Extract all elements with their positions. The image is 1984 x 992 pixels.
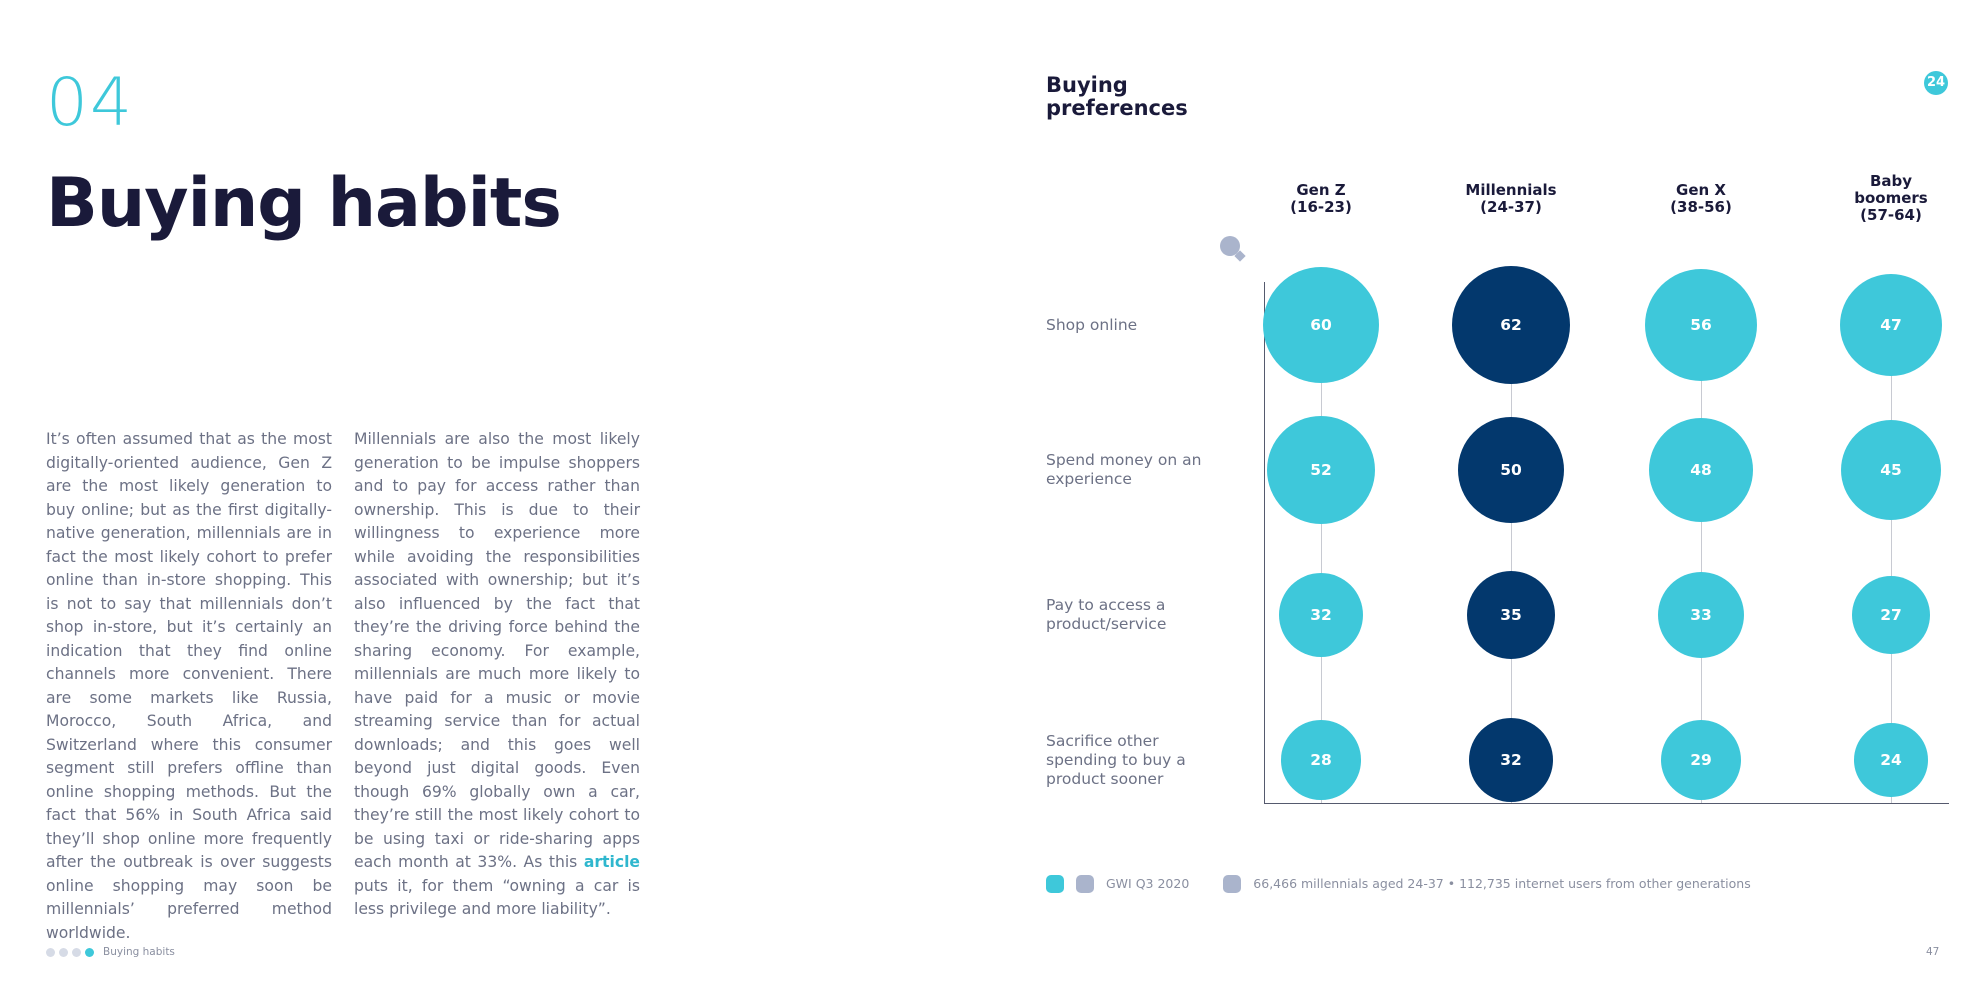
data-bubble xyxy=(1649,418,1753,522)
bubble-value: 27 xyxy=(1880,605,1902,624)
bubble-value: 45 xyxy=(1880,460,1902,479)
bubble-value: 56 xyxy=(1690,315,1712,334)
data-bubble xyxy=(1267,416,1375,524)
chart-footer xyxy=(1046,875,1751,893)
people-icon xyxy=(1223,875,1241,893)
data-bubble xyxy=(1281,720,1360,799)
column-header: Millennials (24-37) xyxy=(1465,181,1557,216)
y-axis xyxy=(1264,282,1265,804)
data-bubble xyxy=(1658,572,1744,658)
row-label: Sacrifice other spending to buy a product sooner xyxy=(1046,731,1186,788)
page-number: 47 xyxy=(1926,946,1940,958)
data-bubble xyxy=(1852,576,1930,654)
body-column-1: It’s often assumed that as the most digitally-oriented audience, Gen Z are the most likely generation to buy online; but as the first digitally-native generation, millennials are in fact the most likely cohort to prefer online than in-store shopping. This is not to say that millennials don’t shop in-store, but it’s certainly an indication that they find online channels more convenient. There are some markets like Russia, Morocco, South Africa, and Switzerland where this consumer segment still prefers offline than online shopping methods. But the fact that 56% in South Africa said they’ll shop online more frequently after the outbreak is over suggests online shopping may soon be millennials’ preferred method worldwide. xyxy=(46,430,332,942)
data-bubble xyxy=(1854,723,1927,796)
body-column-2 xyxy=(354,428,640,922)
column-header: Gen Z (16-23) xyxy=(1290,181,1352,216)
bubble-value: 29 xyxy=(1690,750,1712,769)
base-text: 66,466 millennials aged 24-37 • 112,735 internet users from other generations xyxy=(1253,876,1751,891)
progress-dot xyxy=(46,948,55,957)
row-label: Spend money on an experience xyxy=(1046,451,1202,488)
progress-dot xyxy=(59,948,68,957)
bubble-value: 52 xyxy=(1310,460,1332,479)
chart-title: Buying preferences xyxy=(1046,73,1188,120)
bubble-value: 35 xyxy=(1500,605,1522,624)
column-header: Baby boomers (57-64) xyxy=(1854,172,1928,224)
row-label: Pay to access a product/service xyxy=(1046,596,1167,633)
source-text: GWI Q3 2020 xyxy=(1106,876,1190,891)
bubble-value: 62 xyxy=(1500,316,1522,334)
x-axis xyxy=(1264,803,1949,804)
bubble-value: 32 xyxy=(1500,750,1522,769)
data-bubble xyxy=(1661,720,1742,801)
body-column-2-text-b: puts it, for them “owning a car is less privilege and more liability”. xyxy=(354,876,640,918)
body-column-2-text-a: Millennials are also the most likely generation to be impulse shoppers and to pay for access rather than ownership. This is due to their willingness to experience more while avoiding the responsibilities associated with ownership; but it’s also influenced by the fact that they’re the driving force behind the sharing economy. For example, millennials are much more likely to have paid for a music or movie streaming service than for actual downloads; and this goes well beyond just digital goods. Even though 69% globally own a car, they’re still the most likely cohort to be using taxi or ride-sharing apps each month at 33%. As this xyxy=(354,430,640,871)
column-header: Gen X (38-56) xyxy=(1670,181,1732,216)
footer-section-label: Buying habits xyxy=(103,946,175,958)
section-progress xyxy=(46,948,94,957)
section-title: Buying habits xyxy=(46,164,561,243)
row-label: Shop online xyxy=(1046,315,1138,334)
progress-dot xyxy=(72,948,81,957)
bubble-value: 32 xyxy=(1310,605,1332,624)
bubble-value: 28 xyxy=(1310,750,1332,769)
section-number: 04 xyxy=(46,64,134,141)
bubble-value: 50 xyxy=(1500,460,1522,479)
bubble-value: 33 xyxy=(1690,605,1712,624)
data-bubble xyxy=(1469,718,1554,803)
data-bubble xyxy=(1458,417,1564,523)
bubble-value: 47 xyxy=(1880,315,1902,334)
data-bubble xyxy=(1279,573,1364,658)
article-link[interactable]: article xyxy=(583,853,640,871)
bubble-value: 60 xyxy=(1310,315,1332,334)
calendar-icon xyxy=(1076,875,1094,893)
question-icon xyxy=(1046,875,1064,893)
data-bubble xyxy=(1452,266,1570,384)
bubble-value: 48 xyxy=(1690,460,1712,479)
speech-bubble-icon xyxy=(1220,236,1240,256)
data-bubble xyxy=(1467,571,1556,660)
bubble-value: 24 xyxy=(1880,750,1902,769)
data-bubble xyxy=(1840,274,1943,377)
data-bubble xyxy=(1645,269,1757,381)
progress-dot-active xyxy=(85,948,94,957)
page-badge: 24 xyxy=(1924,71,1948,95)
data-bubble xyxy=(1263,267,1379,383)
data-bubble xyxy=(1841,420,1942,521)
